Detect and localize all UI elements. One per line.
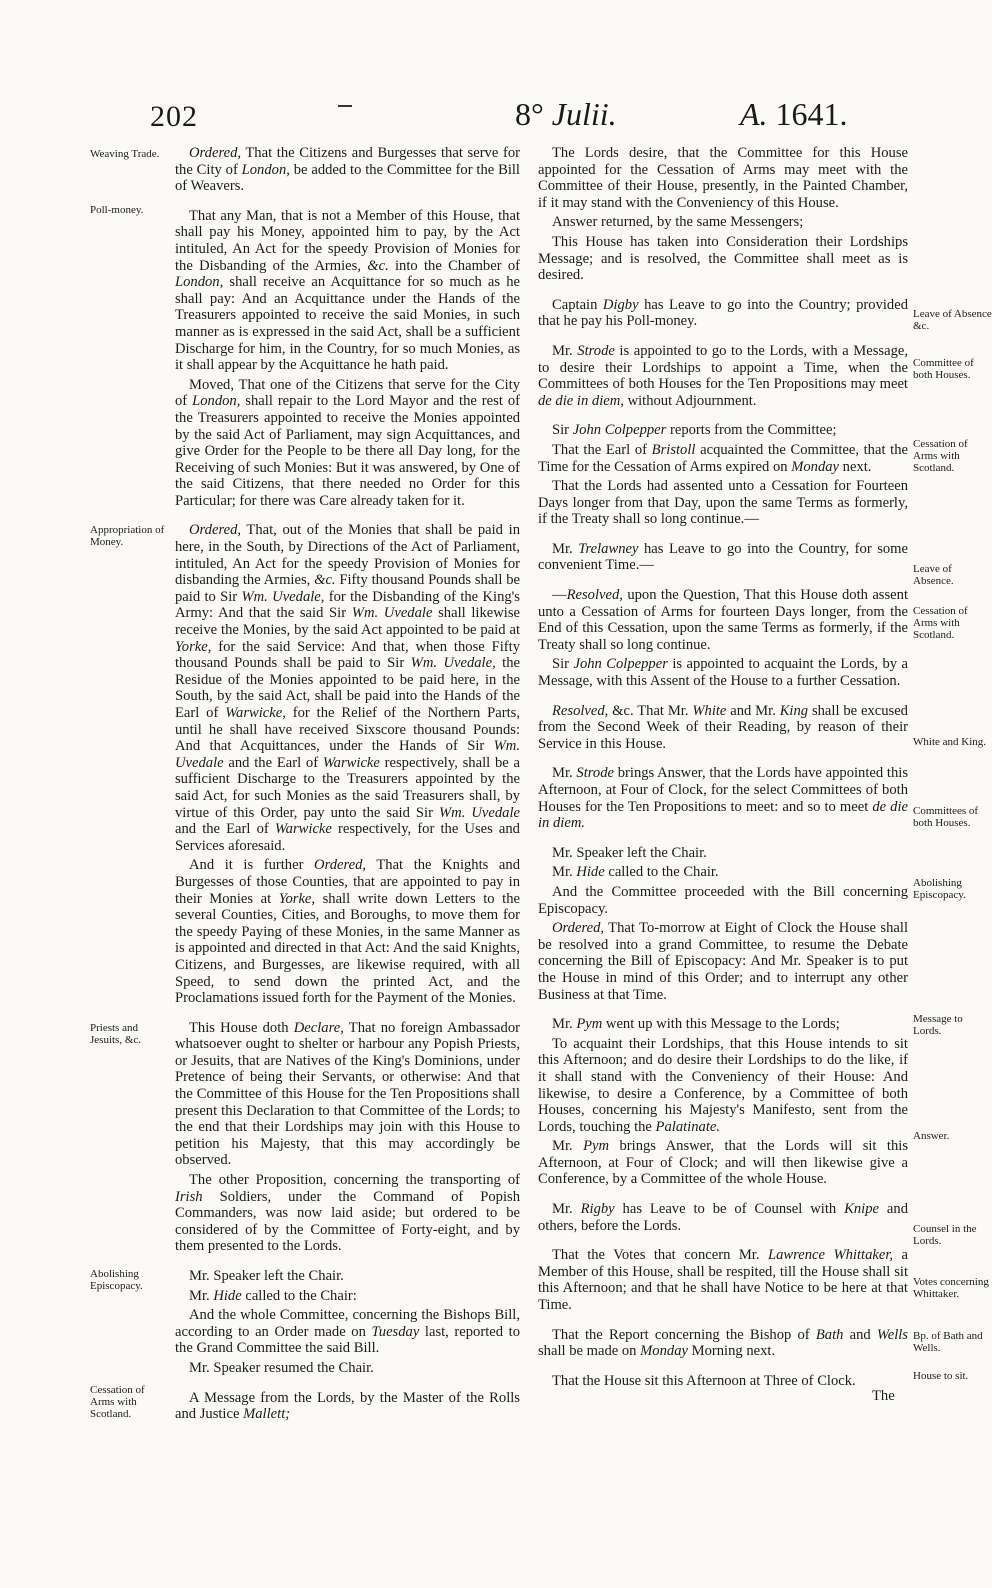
- marginal-note: Leave of Absence &c.: [913, 308, 992, 332]
- paragraph: Mr. Speaker resumed the Chair.: [189, 1359, 374, 1376]
- paragraph: Mr. Pym brings Answer, that the Lords will sit this Afternoon, at Four of Clock; and will then likewise give a Conference, by a Committee of the whole House.: [538, 1138, 908, 1188]
- paragraph: Ordered, That the Citizens and Burgesses that serve for the City of London, be added to the Committee for the Bill of Weavers.: [175, 145, 520, 195]
- marginal-note: Bp. of Bath and Wells.: [913, 1330, 983, 1354]
- marginal-note: Priests and Jesuits, &c.: [90, 1022, 142, 1046]
- marginal-note: Cessation of Arms with Scotland.: [90, 1384, 145, 1420]
- header-year-letter: A.: [740, 96, 768, 132]
- entry-digby: [538, 297, 908, 330]
- paragraph: Mr. Strode brings Answer, that the Lords have appointed this Afternoon, at Four of Clock, for the select Committees of both Houses for the Ten Propositions to meet: and so to meet de die in diem.: [538, 765, 908, 832]
- paragraph: That the Lords had assented unto a Cessation for Fourteen Days longer from that Day, upon the same Terms as formerly, if the Treaty shall so long continue.—: [538, 478, 908, 528]
- entry-abolishing-r: [538, 845, 908, 1003]
- paragraph: Mr. Rigby has Leave to be of Counsel with Knipe and others, before the Lords.: [538, 1201, 908, 1234]
- marginal-note: Appropriation of Money.: [90, 524, 165, 548]
- left-column: [175, 145, 520, 1436]
- entry-strode2: [538, 765, 908, 831]
- paragraph: Captain Digby has Leave to go into the Country; provided that he pay his Poll-money.: [538, 296, 908, 330]
- paragraph: —Resolved, upon the Question, That this House doth assent unto a Cessation of Arms for fourteen Days longer, from the End of this Cessation, upon the same Terms as formerly, if the Treaty shall so long continue.: [538, 587, 908, 653]
- paragraph: Ordered, That, out of the Monies that shall be paid in here, in the South, by Directions of the Act of Parliament, intituled, An Act for the speedy Provision of Monies for disbanding the Armies, &c. Fifty thousand Pounds shall be paid to Sir Wm. Uvedale, for the Disbanding of the King's Army: And that the said Sir Wm. Uvedale shall likewise receive the Monies, by the said Act appointed to be paid at Yorke, for the said Service: And that, when those Fifty thousand Pounds shall be paid to Sir Wm. Uvedale, the Residue of the Monies appointed to be paid here, in the South, by the said Act, shall be paid into the Hands of the Earl of Warwicke, for the Relief of the Northern Parts, until he shall have received Sixscore thousand Pounds: And that Acquittances, under the Hands of Sir Wm. Uvedale and the Earl of Warwicke respectively, shall be a sufficient Discharge to the Treasurers appointed by the said Act, for such Monies as the said Treasurers shall, by virtue of this Order, pay unto the said Sir Wm. Uvedale and the Earl of Warwicke respectively, for the Uses and Services aforesaid.: [175, 522, 521, 854]
- marginal-note: Message to Lords.: [913, 1013, 963, 1037]
- entry-trelawney: [538, 541, 908, 574]
- marginal-note: Votes concerning Whittaker.: [913, 1276, 989, 1300]
- paragraph: And the Committee proceeded with the Bill concerning Episcopacy.: [538, 883, 908, 917]
- paragraph: Sir John Colpepper reports from the Committee;: [552, 422, 837, 439]
- paragraph: The other Proposition, concerning the transporting of Irish Soldiers, under the Command of Popish Commanders, was now laid aside; but ordered to be considered of by the Committee of Forty-eight, and by them presented to the Lords.: [175, 1172, 520, 1255]
- marginal-note: Committees of both Houses.: [913, 805, 979, 829]
- paragraph: Sir John Colpepper is appointed to acquaint the Lords, by a Message, with this Assent of the House to a further Cessation.: [538, 656, 908, 690]
- marginal-note: Weaving Trade.: [90, 148, 160, 160]
- paragraph: A Message from the Lords, by the Master of the Rolls and Justice Mallett;: [175, 1389, 520, 1423]
- paragraph: This House has taken into Consideration their Lordships Message; and is resolved, the Committee shall meet as is desired.: [538, 233, 908, 284]
- paragraph: The Lords desire, that the Committee for this House appointed for the Cessation of Arms may meet with the Committee of their House, presently, in the Painted Chamber, if it may stand with the Conveniency of this House.: [538, 145, 908, 211]
- paragraph: This House doth Declare, That no foreign Ambassador whatsoever ought to shelter or harbour any Popish Priests, or Jesuits, that are Natives of the King's Dominions, under Pretence of being their Servants, or otherwise: And that the Committee of this House for the Ten Propositions shall present this Declaration to that Committee of the Lords; to the end that their Lordships may join with this House to petition his Majesty, that this may accordingly be observed.: [175, 1019, 520, 1169]
- paragraph: Mr. Hide called to the Chair.: [552, 864, 719, 881]
- paragraph: Mr. Speaker left the Chair.: [189, 1268, 344, 1284]
- header-date: [515, 96, 617, 133]
- paragraph: Mr. Speaker left the Chair.: [552, 844, 707, 861]
- catchword: The: [872, 1388, 895, 1404]
- entry-sit: [538, 1373, 908, 1390]
- marginal-note: Poll-money.: [90, 204, 144, 216]
- paragraph: Moved, That one of the Citizens that serve for the City of London, shall repair to the Lord Mayor and the rest of the Treasurers appointed to receive the Monies appointed by the said Act of Parliament, may sign Acquittances, and give Order for the People to be there all Day long, for the Receiving of such Monies: But it was answered, by One of the said Citizens, that there needed no Order for this Particular; for there was Care already taken for it.: [175, 376, 520, 509]
- entry-whiteking: [538, 703, 908, 753]
- paragraph: Mr. Hide called to the Chair:: [189, 1287, 357, 1304]
- paragraph: Answer returned, by the same Messengers;: [552, 214, 804, 231]
- paragraph: That any Man, that is not a Member of this House, that shall pay his Money, appointed him to pay, by the Act intituled, An Act for the speedy Provision of Monies for the Disbanding of the Armies, &c. into the Chamber of London, shall receive an Acquittance for so much as he shall pay: And an Acquittance under the Hands of the Treasurers appointed to receive the said Monies, in such manner as is expressed in the said Act, shall be a sufficient Discharge for him, in the Country, for so much Monies, as it shall appear by the Acquittance he hath paid.: [175, 207, 520, 374]
- entry-cessation-l: [175, 1390, 520, 1423]
- marginal-note: Committee of both Houses.: [913, 357, 974, 381]
- entry-colpepper1: [538, 422, 908, 528]
- marginal-note: Answer.: [913, 1130, 950, 1142]
- paragraph: To acquaint their Lordships, that this House intends to sit this Afternoon; and do desire their Lordships to do the like, if it shall stand with the Conveniency of their House: And likewise, to desire a Conference, by a Committee of both Houses, concerning his Majesty's Manifesto, sent from the Lords, touching the Palatinate.: [538, 1035, 908, 1135]
- paragraph: That the Earl of Bristoll acquainted the Committee, that the Time for the Cessation of Arms expired on Monday next.: [538, 441, 908, 475]
- header-year-num: 1641.: [775, 96, 848, 132]
- entry-pollmoney: [175, 208, 520, 510]
- marginal-note: Cessation of Arms with Scotland.: [913, 605, 968, 641]
- paragraph: Mr. Trelawney has Leave to go into the Country, for some convenient Time.—: [538, 540, 908, 574]
- entry-pym: [538, 1016, 908, 1188]
- marginal-note: Abolishing Episcopacy.: [90, 1268, 143, 1292]
- paragraph: And the whole Committee, concerning the Bishops Bill, according to an Order made on Tuesday last, reported to the Grand Committee the said Bill.: [175, 1307, 520, 1357]
- marginal-note: Cessation of Arms with Scotland.: [913, 438, 968, 474]
- entry-bishop: [538, 1327, 908, 1360]
- paragraph: That the Report concerning the Bishop of Bath and Wells shall be made on Monday Morning next.: [538, 1326, 908, 1360]
- paragraph: And it is further Ordered, That the Knights and Burgesses of those Counties, that are appointed to pay in their Monies at Yorke, shall write down Letters to the several Counties, Cities, and Boroughs, to move them for the speedy Paying of these Monies, in the same Manner as is appointed and directed in that Act: And the said Knights, Citizens, and Burgesses, are likewise required, with all Speed, to send down the printed Act, and the Proclamations issued forth for the Payment of the Monies.: [175, 857, 520, 1007]
- entry-resolved-cessation: [538, 587, 908, 690]
- entry-whittaker: [538, 1247, 908, 1313]
- entry-lords-desire: [538, 145, 908, 284]
- marginal-note: Abolishing Episcopacy.: [913, 877, 966, 901]
- entry-appropriation: [175, 522, 520, 1006]
- header-mark: [338, 105, 352, 107]
- entry-priests: [175, 1020, 520, 1255]
- paragraph: Mr. Pym went up with this Message to the Lords;: [552, 1016, 840, 1033]
- entry-abolishing-l: [175, 1268, 520, 1377]
- paragraph: That the House sit this Afternoon at Three of Clock.: [552, 1372, 856, 1389]
- paragraph: Resolved, &c. That Mr. White and Mr. King shall be excused from the Second Week of their Reading, by reason of their Service in this House.: [538, 702, 908, 752]
- header-date-word: Julii.: [551, 96, 617, 132]
- entry-strode1: [538, 343, 908, 409]
- header-year: [740, 96, 848, 133]
- marginal-note: House to sit.: [913, 1370, 969, 1382]
- paragraph: Ordered, That To-morrow at Eight of Clock the House shall be resolved into a grand Committee, to resume the Debate concerning the Bill of Episcopacy: And Mr. Speaker is to put the House in mind of this Order; and to interrupt any other Business at that Time.: [538, 920, 908, 1003]
- page-header: [60, 90, 940, 150]
- paragraph: Mr. Strode is appointed to go to the Lords, with a Message, to desire their Lordships to appoint a Time, when the Committees of both Houses for the Ten Propositions may meet de die in diem, without Adjournment.: [538, 342, 908, 409]
- marginal-note: White and King.: [913, 736, 987, 748]
- entry-weaving: [175, 145, 520, 195]
- header-date-num: 8°: [515, 96, 544, 132]
- marginal-note: Leave of Absence.: [913, 563, 954, 587]
- entry-rigby: [538, 1201, 908, 1234]
- right-column: [538, 145, 908, 1402]
- marginal-note: Counsel in the Lords.: [913, 1223, 977, 1247]
- paragraph: That the Votes that concern Mr. Lawrence Whittaker, a Member of this House, shall be respited, till the House shall sit this Afternoon; and that he shall have Notice to be here at that Time.: [538, 1247, 908, 1314]
- page-number: 202: [150, 100, 198, 133]
